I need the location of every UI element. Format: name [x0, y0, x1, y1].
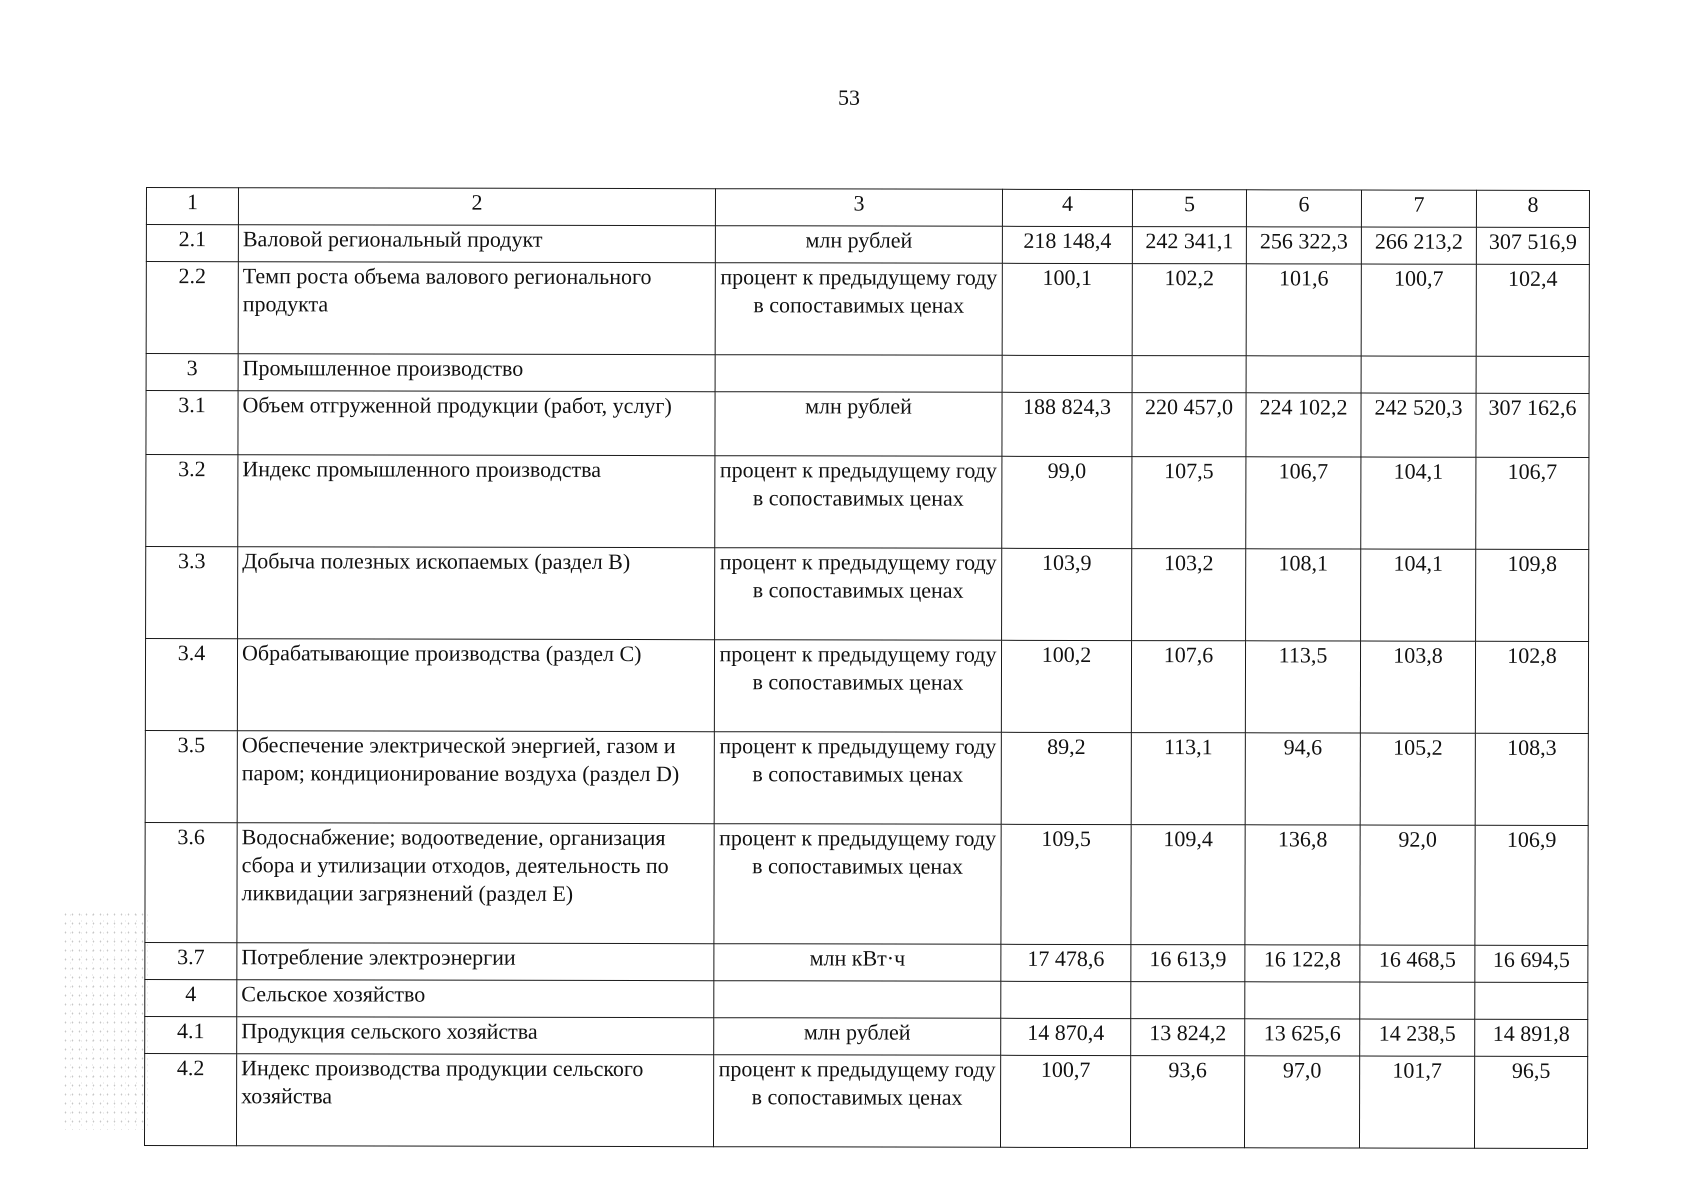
- row-number: 3: [146, 354, 238, 391]
- header-cell: 2: [238, 188, 715, 226]
- value-cell: 307 162,6: [1476, 393, 1589, 457]
- value-cell: [1132, 356, 1246, 393]
- row-number: 3.3: [146, 547, 238, 639]
- value-cell: 99,0: [1002, 456, 1132, 548]
- unit-of-measure: млн рублей: [715, 226, 1002, 264]
- value-cell: 266 213,2: [1361, 227, 1476, 264]
- table-row: [146, 225, 1589, 265]
- unit-of-measure: процент к предыдущему году в сопоставимых ценах: [715, 456, 1002, 549]
- value-cell: 102,8: [1475, 641, 1588, 733]
- value-cell: 103,9: [1002, 548, 1132, 640]
- indicator-name: Водоснабжение; водоотведение, организация сбора и утилизации отходов, деятельность по ликвидации загрязнений (раздел E): [237, 823, 714, 944]
- value-cell: 106,7: [1246, 457, 1361, 549]
- value-cell: 92,0: [1360, 825, 1475, 945]
- unit-of-measure: млн рублей: [715, 392, 1002, 457]
- value-cell: 106,9: [1475, 825, 1588, 945]
- unit-of-measure: процент к предыдущему году в сопоставимых ценах: [713, 1055, 1000, 1148]
- header-cell: 7: [1361, 190, 1476, 227]
- row-number: 3.1: [146, 391, 238, 455]
- value-cell: 113,5: [1245, 641, 1360, 733]
- indicator-name: Обрабатывающие производства (раздел C): [237, 639, 714, 732]
- table-row: [146, 547, 1589, 642]
- value-cell: 97,0: [1244, 1056, 1359, 1148]
- table-row: [146, 455, 1589, 550]
- value-cell: 100,7: [1361, 264, 1476, 356]
- value-cell: 100,2: [1001, 640, 1131, 732]
- value-cell: 307 516,9: [1476, 227, 1589, 264]
- value-cell: 102,4: [1476, 264, 1589, 356]
- row-number: 4.2: [144, 1053, 236, 1145]
- value-cell: 109,8: [1476, 549, 1589, 641]
- indicator-name: Промышленное производство: [238, 354, 715, 392]
- value-cell: [1476, 356, 1589, 393]
- indicators-table: [144, 187, 1590, 1149]
- row-number: 3.4: [145, 639, 237, 731]
- value-cell: 16 468,5: [1360, 945, 1475, 982]
- header-cell: 8: [1476, 190, 1589, 227]
- unit-of-measure: млн кВт·ч: [714, 944, 1001, 982]
- row-number: 3.2: [146, 455, 238, 547]
- indicator-name: Потребление электроэнергии: [237, 943, 714, 981]
- row-number: 3.5: [145, 730, 237, 822]
- header-cell: 4: [1002, 189, 1132, 226]
- unit-of-measure: процент к предыдущему году в сопоставимых ценах: [714, 824, 1001, 945]
- unit-of-measure: [714, 981, 1001, 1019]
- table-row: [145, 1016, 1588, 1056]
- value-cell: 16 122,8: [1245, 945, 1360, 982]
- value-cell: 224 102,2: [1246, 393, 1361, 457]
- value-cell: 14 238,5: [1360, 1019, 1475, 1056]
- indicator-name: Добыча полезных ископаемых (раздел B): [238, 547, 715, 640]
- table-row: [145, 639, 1588, 734]
- value-cell: 94,6: [1245, 733, 1360, 825]
- value-cell: 103,2: [1132, 549, 1246, 641]
- unit-of-measure: млн рублей: [714, 1018, 1001, 1056]
- value-cell: 104,1: [1361, 549, 1476, 641]
- value-cell: [1475, 982, 1588, 1019]
- table-row: [145, 730, 1588, 825]
- unit-of-measure: процент к предыдущему году в сопоставимых ценах: [714, 732, 1001, 825]
- unit-of-measure: процент к предыдущему году в сопоставимых ценах: [715, 548, 1002, 641]
- page-number: 53: [838, 85, 860, 110]
- header-cell: 3: [715, 189, 1002, 227]
- value-cell: 102,2: [1132, 264, 1246, 356]
- value-cell: [1245, 982, 1360, 1019]
- value-cell: 101,6: [1246, 264, 1361, 356]
- value-cell: 100,1: [1002, 263, 1132, 355]
- value-cell: 256 322,3: [1246, 227, 1361, 264]
- table-row: [146, 262, 1589, 357]
- value-cell: 100,7: [1000, 1055, 1130, 1147]
- header-cell: 1: [146, 188, 238, 225]
- unit-of-measure: процент к предыдущему году в сопоставимых ценах: [714, 640, 1001, 733]
- table-row: [144, 1053, 1587, 1148]
- value-cell: 93,6: [1130, 1056, 1244, 1148]
- table-body: [144, 188, 1589, 1149]
- table-row: [146, 391, 1589, 458]
- row-number: 3.6: [145, 822, 237, 942]
- value-cell: 107,5: [1132, 457, 1246, 549]
- value-cell: 242 520,3: [1361, 393, 1476, 457]
- unit-of-measure: процент к предыдущему году в сопоставимых ценах: [715, 263, 1002, 356]
- value-cell: 14 870,4: [1001, 1018, 1131, 1055]
- value-cell: 105,2: [1360, 733, 1475, 825]
- row-number: 2.1: [146, 225, 238, 262]
- row-number: 3.7: [145, 942, 237, 979]
- value-cell: 89,2: [1001, 732, 1131, 824]
- indicator-name: Сельское хозяйство: [237, 980, 714, 1018]
- value-cell: 101,7: [1359, 1056, 1474, 1148]
- value-cell: 104,1: [1361, 457, 1476, 549]
- value-cell: 109,5: [1001, 824, 1131, 944]
- header-cell: 5: [1132, 190, 1246, 227]
- value-cell: [1131, 982, 1245, 1019]
- value-cell: 14 891,8: [1475, 1019, 1588, 1056]
- indicator-name: Индекс промышленного производства: [238, 455, 715, 548]
- value-cell: 107,6: [1131, 641, 1245, 733]
- value-cell: [1360, 982, 1475, 1019]
- value-cell: 113,1: [1131, 733, 1245, 825]
- value-cell: [1002, 355, 1132, 392]
- value-cell: 13 625,6: [1245, 1019, 1360, 1056]
- unit-of-measure: [715, 355, 1002, 393]
- value-cell: 109,4: [1131, 825, 1245, 945]
- value-cell: 13 824,2: [1131, 1019, 1245, 1056]
- indicator-name: Темп роста объема валового регионального продукта: [238, 262, 715, 355]
- value-cell: 103,8: [1360, 641, 1475, 733]
- value-cell: 108,1: [1246, 549, 1361, 641]
- value-cell: [1361, 356, 1476, 393]
- table-row: [146, 354, 1589, 394]
- row-number: 4.1: [145, 1016, 237, 1053]
- value-cell: 218 148,4: [1002, 226, 1132, 263]
- indicator-name: Индекс производства продукции сельского хозяйства: [236, 1054, 713, 1147]
- value-cell: 242 341,1: [1132, 227, 1246, 264]
- value-cell: 136,8: [1245, 825, 1360, 945]
- table-header-row: [146, 188, 1589, 228]
- value-cell: 220 457,0: [1132, 393, 1246, 457]
- value-cell: 106,7: [1476, 457, 1589, 549]
- row-number: 4: [145, 979, 237, 1016]
- indicator-name: Объем отгруженной продукции (работ, услуг): [238, 391, 715, 456]
- row-number: 2.2: [146, 262, 238, 354]
- value-cell: 96,5: [1474, 1056, 1587, 1148]
- indicator-name: Валовой региональный продукт: [238, 225, 715, 263]
- scan-artifact: [62, 910, 148, 1130]
- value-cell: [1246, 356, 1361, 393]
- table-row: [145, 942, 1588, 982]
- value-cell: 16 694,5: [1475, 945, 1588, 982]
- value-cell: 188 824,3: [1002, 392, 1132, 456]
- value-cell: 17 478,6: [1001, 944, 1131, 981]
- value-cell: 108,3: [1475, 733, 1588, 825]
- table-row: [145, 979, 1588, 1019]
- indicator-name: Обеспечение электрической энергией, газом и паром; кондиционирование воздуха (раздел D): [237, 731, 714, 824]
- value-cell: [1001, 981, 1131, 1018]
- header-cell: 6: [1246, 190, 1361, 227]
- table-row: [145, 822, 1588, 945]
- value-cell: 16 613,9: [1131, 945, 1245, 982]
- indicator-name: Продукция сельского хозяйства: [237, 1017, 714, 1055]
